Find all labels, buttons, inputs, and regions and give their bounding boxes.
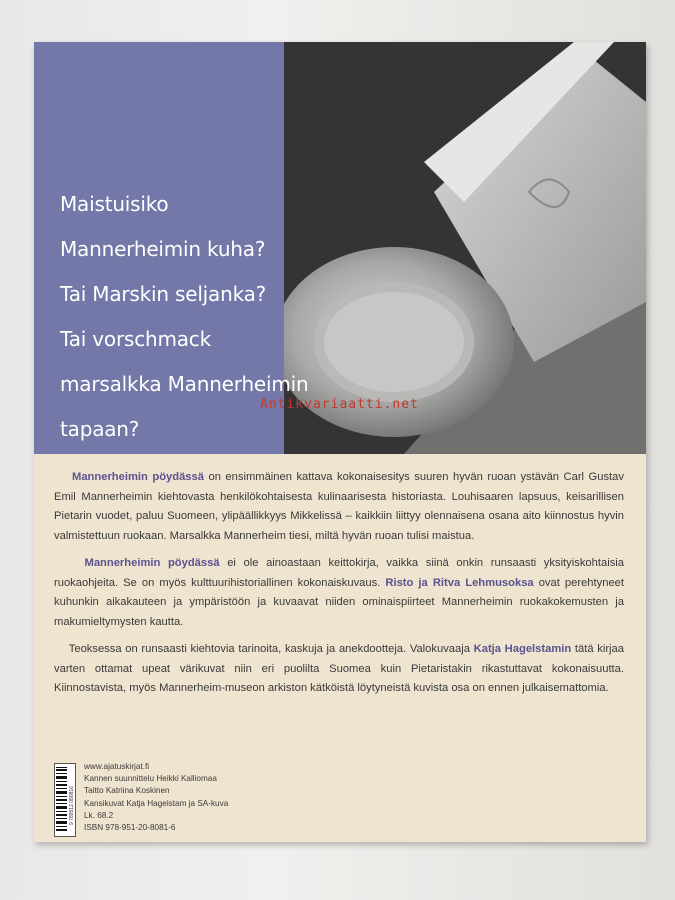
book-title-mention: Mannerheimin pöydässä bbox=[72, 471, 204, 483]
headline-line: Tai Marskin seljanka? bbox=[60, 282, 267, 306]
headline-line: Mannerheimin kuha? bbox=[60, 237, 266, 261]
credit-line: Kansikuvat Katja Hagelstam ja SA-kuva bbox=[84, 798, 229, 808]
headline-line: tapaan? bbox=[60, 417, 140, 441]
author-names: Risto ja Ritva Lehmusoksa bbox=[385, 576, 534, 589]
photographer-name: Katja Hagelstamin bbox=[473, 643, 572, 655]
barcode-number: 9 789512 080816 bbox=[69, 786, 75, 826]
paragraph-text: Teoksessa on runsaasti kiehtovia tarinoita, kaskuja ja anekdootteja. Valokuvaaja bbox=[68, 643, 474, 655]
paragraph-text: ovat perehtyneet kuhunkin aikakauteen ja ympäristöön ja kuvaavat niiden ominaispiirteet Mannerheimin ruokakokemusten ja makumieltymysten kautta. bbox=[54, 576, 625, 628]
credit-line: ISBN 978-951-20-8081-6 bbox=[84, 823, 176, 833]
paragraph-text: on ensimmäinen kattava kokonaisesitys suuren hyvän ruoan ystävän Carl Gustav Emil Mannerheimin kiehtovasta henkilökohtaisesta kulinaarisesta historiasta. Louhisaaren lapsuus, keisarillisen Pietarin vuodet, paluu Suomeen, ylipäällikkyys Mikkelissä – kaikkiin liittyy olennaisena osana aito kiinnostus hyvin valmistettuun ruokaan. Marsalkka Mannerheim tiesi, miltä hyvän ruoan tulisi maistua. bbox=[54, 471, 624, 542]
credit-line: www.ajatuskirjat.fi bbox=[84, 762, 150, 771]
blurb-paragraph bbox=[54, 640, 624, 699]
headline-line: Tai vorschmack bbox=[60, 327, 211, 351]
credits-list bbox=[84, 761, 228, 834]
credit-line: Taitto Katriina Koskinen bbox=[84, 786, 170, 796]
blurb bbox=[54, 468, 624, 707]
headline-line: Maistuisiko bbox=[60, 192, 169, 216]
book-title-mention: Mannerheimin pöydässä bbox=[84, 557, 220, 569]
cover-upper-section bbox=[34, 42, 646, 454]
blurb-paragraph bbox=[54, 554, 624, 632]
paragraph-text: ei ole ainoastaan keittokirja, vaikka siinä onkin runsaasti yksityiskohtaisia ruokaohjeita. Se on myös kulttuurihistoriallinen kokonaiskuvaus. bbox=[54, 557, 624, 589]
credit-line: Kannen suunnittelu Heikki Kalliomaa bbox=[84, 774, 217, 784]
paragraph-text: tätä kirjaa varten ottamat upeat värikuvat niin eri puolilta Suomea kuin Pietaristakin rikastuttavat kokonaisuutta. Kiinnostavista, myös Mannerheim-museon arkiston kätköistä löytyneistä kuvista osa on ennen julkaisemattomia. bbox=[54, 643, 624, 694]
isbn-barcode bbox=[54, 763, 76, 837]
publication-info bbox=[54, 757, 294, 839]
book-back-cover bbox=[34, 42, 646, 842]
blurb-paragraph bbox=[54, 468, 624, 546]
watermark: Antikvariaatti.net bbox=[260, 397, 419, 412]
headline-line: marsalkka Mannerheimin bbox=[60, 372, 309, 396]
credit-line: Lk. 68.2 bbox=[84, 810, 114, 820]
